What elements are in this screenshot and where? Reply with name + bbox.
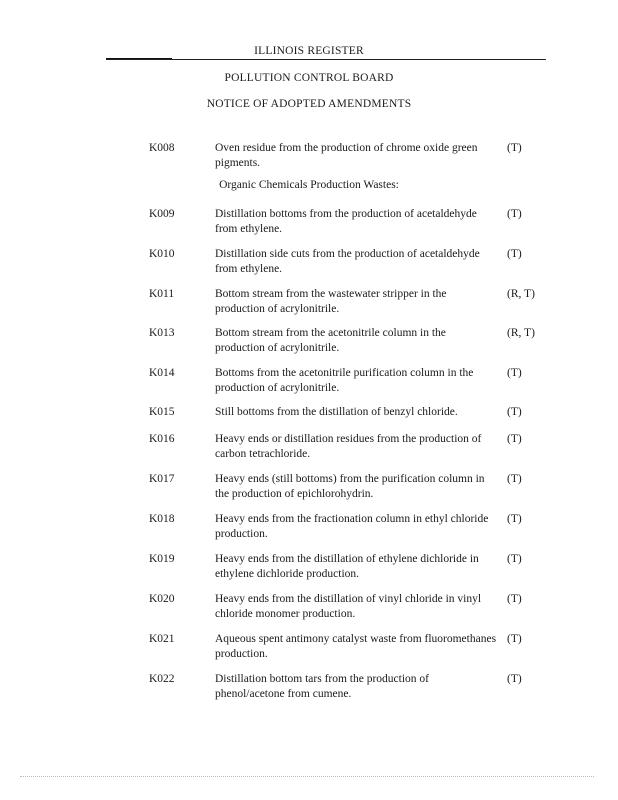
- waste-code: K014: [149, 367, 175, 379]
- waste-description: Oven residue from the production of chrome oxide green pigments.: [215, 142, 478, 169]
- waste-code: K015: [149, 406, 175, 418]
- hazard-code: (T): [507, 433, 522, 445]
- waste-description: Distillation bottoms from the production of acetaldehyde from ethylene.: [215, 208, 477, 235]
- hazard-code: (T): [507, 473, 522, 485]
- hazard-code: (T): [507, 142, 522, 154]
- waste-code: K019: [149, 553, 175, 565]
- waste-description: Bottom stream from the acetonitrile column in the production of acrylonitrile.: [215, 327, 446, 354]
- register-title: ILLINOIS REGISTER: [254, 45, 364, 57]
- waste-code: K018: [149, 513, 175, 525]
- hazard-code: (T): [507, 248, 522, 260]
- waste-code: K009: [149, 208, 175, 220]
- waste-description: Heavy ends from the distillation of vinyl chloride in vinyl chloride monomer production.: [215, 593, 482, 620]
- waste-code: K020: [149, 593, 175, 605]
- waste-code: K022: [149, 673, 175, 685]
- waste-description: Distillation side cuts from the production of acetaldehyde from ethylene.: [215, 248, 480, 275]
- waste-code: K011: [149, 288, 175, 300]
- hazard-code: (T): [507, 673, 522, 685]
- board-name: POLLUTION CONTROL BOARD: [224, 72, 394, 84]
- hazard-code: (T): [507, 633, 522, 645]
- waste-code: K013: [149, 327, 175, 339]
- waste-code: K010: [149, 248, 175, 260]
- waste-description: Heavy ends from the distillation of ethylene dichloride in ethylene dichloride production.: [215, 553, 479, 580]
- waste-description: Heavy ends (still bottoms) from the purification column in the production of epichlorohydrin.: [215, 473, 485, 500]
- waste-code: K017: [149, 473, 175, 485]
- hazard-code: (T): [507, 553, 522, 565]
- header-rule: [106, 59, 546, 60]
- hazard-code: (R, T): [507, 327, 535, 339]
- waste-description: Distillation bottom tars from the production of phenol/acetone from cumene.: [215, 673, 429, 700]
- waste-description: Bottom stream from the wastewater stripper in the production of acrylonitrile.: [215, 288, 447, 315]
- waste-description: Still bottoms from the distillation of benzyl chloride.: [215, 406, 458, 418]
- waste-description: Aqueous spent antimony catalyst waste from fluoromethanes production.: [215, 633, 497, 660]
- hazard-code: (T): [507, 406, 522, 418]
- hazard-code: (R, T): [507, 288, 535, 300]
- hazard-code: (T): [507, 593, 522, 605]
- waste-description: Heavy ends or distillation residues from the production of carbon tetrachloride.: [215, 433, 482, 460]
- notice-title: NOTICE OF ADOPTED AMENDMENTS: [206, 98, 412, 110]
- section-heading: Organic Chemicals Production Wastes:: [219, 179, 399, 191]
- hazard-code: (T): [507, 367, 522, 379]
- waste-description: Heavy ends from the fractionation column in ethyl chloride production.: [215, 513, 489, 540]
- page-bottom-edge: [20, 776, 594, 777]
- waste-description: Bottoms from the acetonitrile purification column in the production of acrylonitrile.: [215, 367, 474, 394]
- waste-code: K021: [149, 633, 175, 645]
- hazard-code: (T): [507, 208, 522, 220]
- waste-code: K016: [149, 433, 175, 445]
- waste-code: K008: [149, 142, 175, 154]
- hazard-code: (T): [507, 513, 522, 525]
